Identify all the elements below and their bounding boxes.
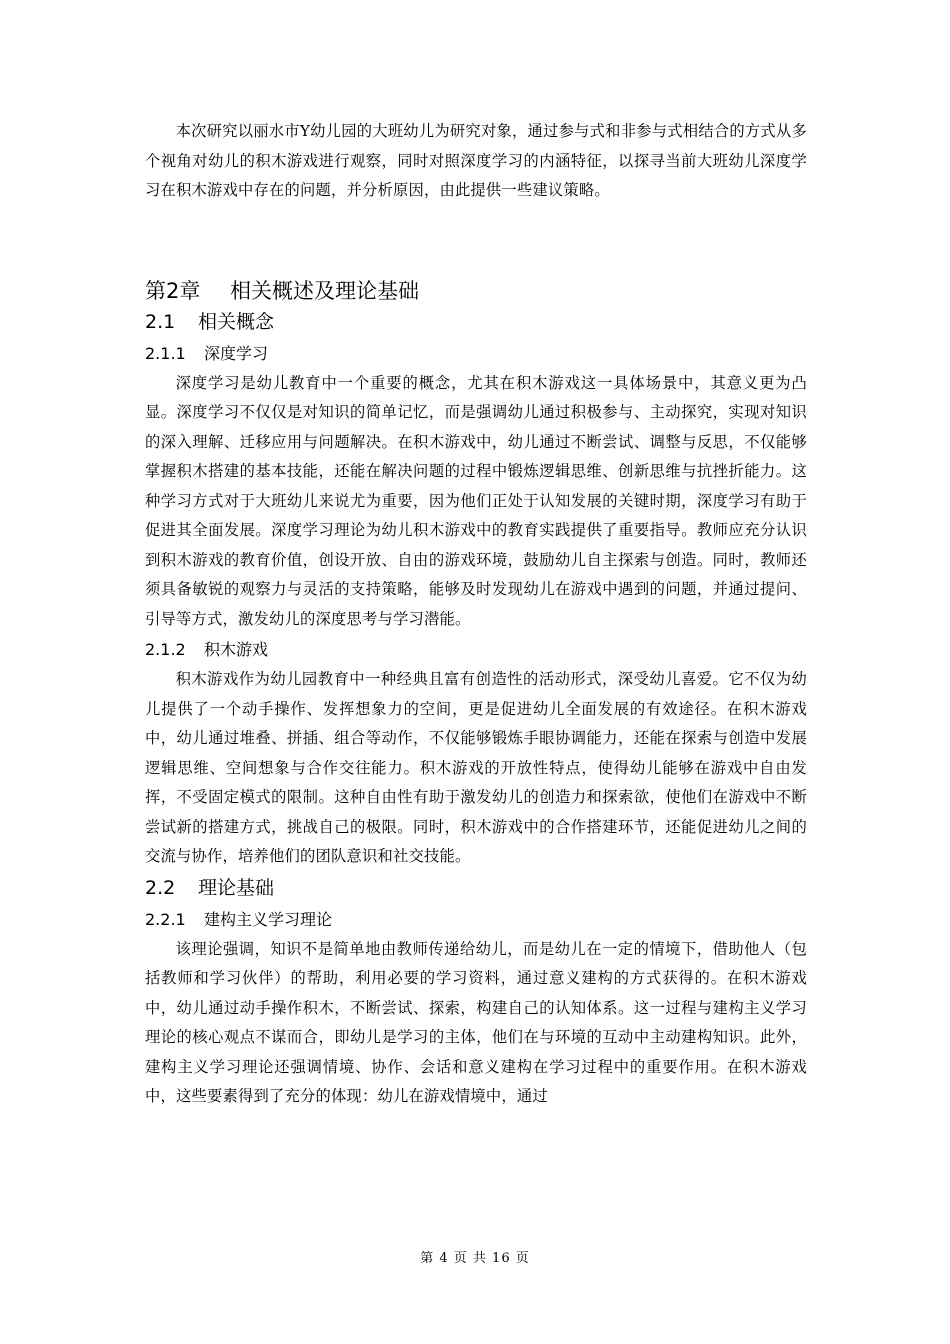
subsection-title: 积木游戏 xyxy=(204,640,269,659)
spacer xyxy=(145,206,807,276)
paragraph-constructivism: 该理论强调，知识不是简单地由教师传递给幼儿，而是幼儿在一定的情境下，借助他人（包括教师和学习伙伴）的帮助，利用必要的学习资料，通过意义建构的方式获得的。在积木游戏中，幼儿通过动手操作积木，不断尝试、探索，构建自己的认知体系。这一过程与建构主义学习理论的核心观点不谋而合，即幼儿是学习的主体，他们在与环境的互动中主动建构知识。此外，建构主义学习理论还强调情境、协作、会话和意义建构在学习过程中的重要作用。在积木游戏中，这些要素得到了充分的体现：幼儿在游戏情境中，通过 xyxy=(145,939,807,1105)
paragraph-deep-learning: 深度学习是幼儿教育中一个重要的概念，尤其在积木游戏这一具体场景中，其意义更为凸显。深度学习不仅仅是对知识的简单记忆，而是强调幼儿通过积极参与、主动探究，实现对知识的深入理解、迁移应用与问题解决。在积木游戏中，幼儿通过不断尝试、调整与反思，不仅能够掌握积木搭建的基本技能，还能在解决问题的过程中锻炼逻辑思维、创新思维与抗挫折能力。这种学习方式对于大班幼儿来说尤为重要，因为他们正处于认知发展的关键时期，深度学习有助于促进其全面发展。深度学习理论为幼儿积木游戏中的教育实践提供了重要指导。教师应充分认识到积木游戏的教育价值，创设开放、自由的游戏环境，鼓励幼儿自主探索与创造。同时，教师还须具备敏锐的观察力与灵活的支持策略，能够及时发现幼儿在游戏中遇到的问题，并通过提问、引导等方式，激发幼儿的深度思考与学习潜能。 xyxy=(145,373,807,628)
subsection-number: 2.2.1 xyxy=(145,909,186,929)
page-content xyxy=(145,117,807,1112)
intro-paragraph: 本次研究以丽水市Y幼儿园的大班幼儿为研究对象，通过参与式和非参与式相结合的方式从多个视角对幼儿的积木游戏进行观察，同时对照深度学习的内涵特征，以探寻当前大班幼儿深度学习在积木游戏中存在的问题，并分析原因，由此提供一些建议策略。 xyxy=(145,122,807,199)
subsection-number: 2.1.2 xyxy=(145,640,186,659)
subsection-heading-2-2-1 xyxy=(145,904,807,935)
chapter-title: 相关概述及理论基础 xyxy=(230,278,419,303)
subsection-number: 2.1.1 xyxy=(145,343,186,363)
section-number: 2.1 xyxy=(145,310,176,333)
subsection-heading-2-1-1 xyxy=(145,338,807,369)
section-title: 相关概念 xyxy=(198,310,275,333)
section-heading-2-1 xyxy=(145,306,807,338)
section-number: 2.2 xyxy=(145,876,176,899)
section-title: 理论基础 xyxy=(198,876,275,899)
subsection-title: 深度学习 xyxy=(204,343,269,363)
chapter-heading xyxy=(145,276,807,306)
subsection-title: 建构主义学习理论 xyxy=(204,909,333,929)
chapter-number: 第2章 xyxy=(145,278,201,303)
section-heading-2-2 xyxy=(145,872,807,904)
subsection-heading-2-1-2 xyxy=(145,634,807,665)
paragraph-block-play: 积木游戏作为幼儿园教育中一种经典且富有创造性的活动形式，深受幼儿喜爱。它不仅为幼儿提供了一个动手操作、发挥想象力的空间，更是促进幼儿全面发展的有效途径。在积木游戏中，幼儿通过堆叠、拼插、组合等动作，不仅能够锻炼手眼协调能力，还能在探索与创造中发展逻辑思维、空间想象与合作交往能力。积木游戏的开放性特点，使得幼儿能够在游戏中自由发挥，不受固定模式的限制。这种自由性有助于激发幼儿的创造力和探索欲，使他们在游戏中不断尝试新的搭建方式，挑战自己的极限。同时，积木游戏中的合作搭建环节，还能促进幼儿之间的交流与协作，培养他们的团队意识和社交技能。 xyxy=(145,670,807,865)
page-footer: 第 4 页 共 16 页 xyxy=(420,1251,530,1266)
